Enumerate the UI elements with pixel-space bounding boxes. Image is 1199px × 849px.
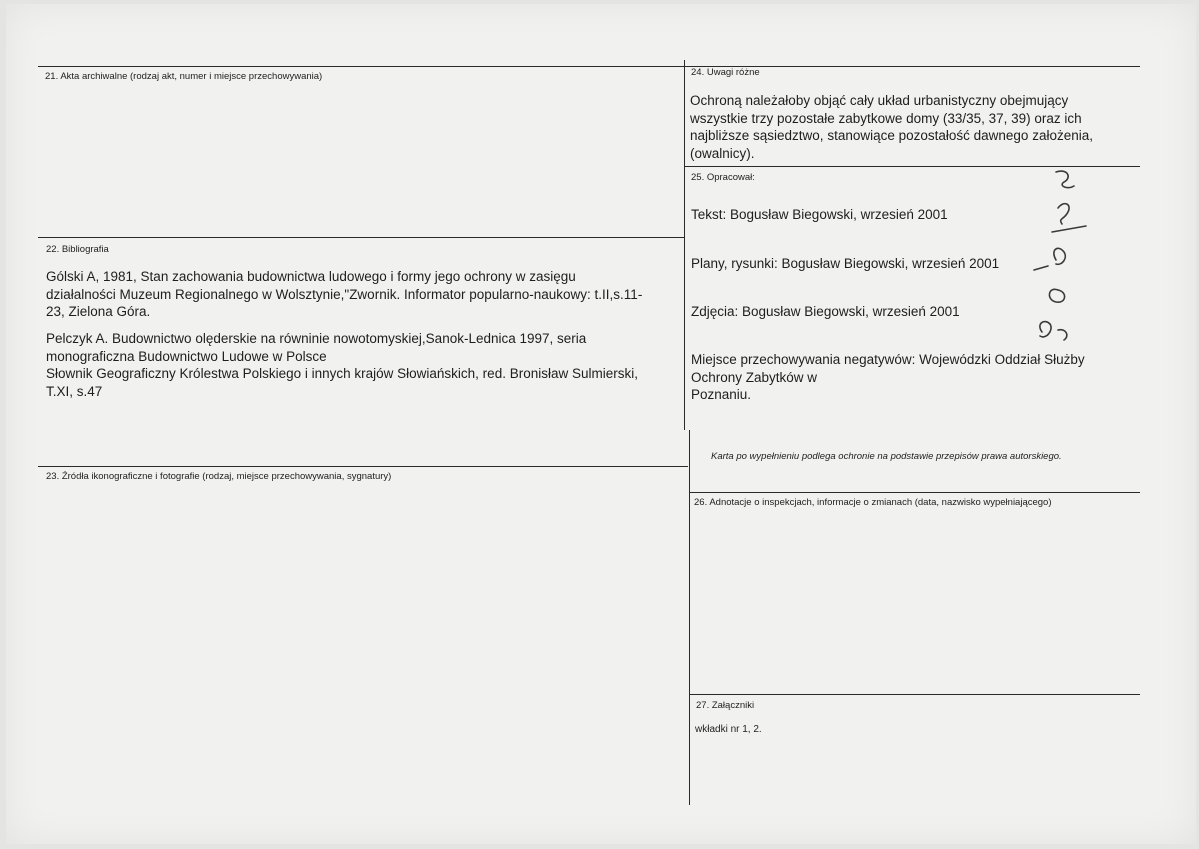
bibliography-entry-2 — [46, 330, 638, 400]
section-24-label: 24. Uwagi różne — [691, 67, 760, 78]
column-divider — [684, 60, 685, 430]
section-24-text — [690, 92, 1093, 162]
section-23-label: 23. Źródła ikonograficzne i fotografie (rodzaj, miejsce przechowywania, sygnatury) — [46, 471, 392, 482]
rule-22 — [38, 237, 684, 238]
author-text: Tekst: Bogusław Biegowski, wrzesień 2001 — [691, 207, 948, 222]
negatives-line: Ochrony Zabytków w — [691, 369, 818, 385]
top-rule — [38, 66, 1140, 67]
bibliography-line: monograficzna Budownictwo Ludowe w Polsce — [46, 348, 327, 364]
bibliography-line: Gólski A, 1981, Stan zachowania budownictwa ludowego i formy jego ochrony w zasięgu — [46, 269, 576, 284]
handwritten-annotation — [1028, 160, 1108, 360]
rule-27 — [689, 694, 1140, 695]
negatives-location — [691, 351, 1085, 404]
negatives-line: Miejsce przechowywania negatywów: Wojewódzki Oddział Służby — [691, 352, 1085, 367]
negatives-line: Poznaniu. — [691, 387, 752, 402]
bibliography-line: 23, Zielona Góra. — [46, 304, 151, 319]
bibliography-line: Słownik Geograficzny Królestwa Polskiego i innych krajów Słowiańskich, red. Bronisław Sulmierski, — [46, 366, 638, 381]
section-27-label: 27. Załączniki — [696, 700, 755, 711]
section-21-label: 21. Akta archiwalne (rodzaj akt, numer i miejsce przechowywania) — [45, 71, 323, 82]
remarks-line: Ochroną należałoby objąć cały układ urbanistyczny obejmujący — [690, 93, 1069, 108]
section-25-label: 25. Opracował: — [691, 172, 755, 183]
section-26-label: 26. Adnotacje o inspekcjach, informacje o zmianach (data, nazwisko wypełniającego) — [694, 497, 1052, 508]
author-photos: Zdjęcia: Bogusław Biegowski, wrzesień 2001 — [691, 304, 960, 319]
rule-26 — [689, 492, 1140, 493]
bibliography-entry-1 — [46, 268, 642, 321]
rule-23 — [38, 466, 688, 467]
column-divider-lower — [689, 430, 690, 805]
bibliography-line: Pelczyk A. Budownictwo olęderskie na równinie nowotomyskiej,Sanok-Lednica 1997, seria — [46, 331, 587, 346]
author-drawings: Plany, rysunki: Bogusław Biegowski, wrzesień 2001 — [691, 256, 1000, 271]
section-22-label: 22. Bibliografia — [46, 244, 109, 255]
remarks-line: najbliższe sąsiedztwo, stanowiące pozostałość dawnego założenia, — [690, 128, 1093, 143]
remarks-line: (owalnicy). — [690, 145, 755, 161]
copyright-note: Karta po wypełnieniu podlega ochronie na podstawie przepisów prawa autorskiego. — [711, 451, 1062, 462]
bibliography-line: działalności Muzeum Regionalnego w Wolsztynie,"Zwornik. Informator popularno-naukowy: t.II,s.11- — [46, 286, 643, 302]
remarks-line: wszystkie trzy pozostałe zabytkowe domy (33/35, 37, 39) oraz ich — [690, 110, 1082, 126]
bibliography-line: T.XI, s.47 — [46, 383, 103, 399]
attachments-text: wkładki nr 1, 2. — [695, 724, 762, 735]
